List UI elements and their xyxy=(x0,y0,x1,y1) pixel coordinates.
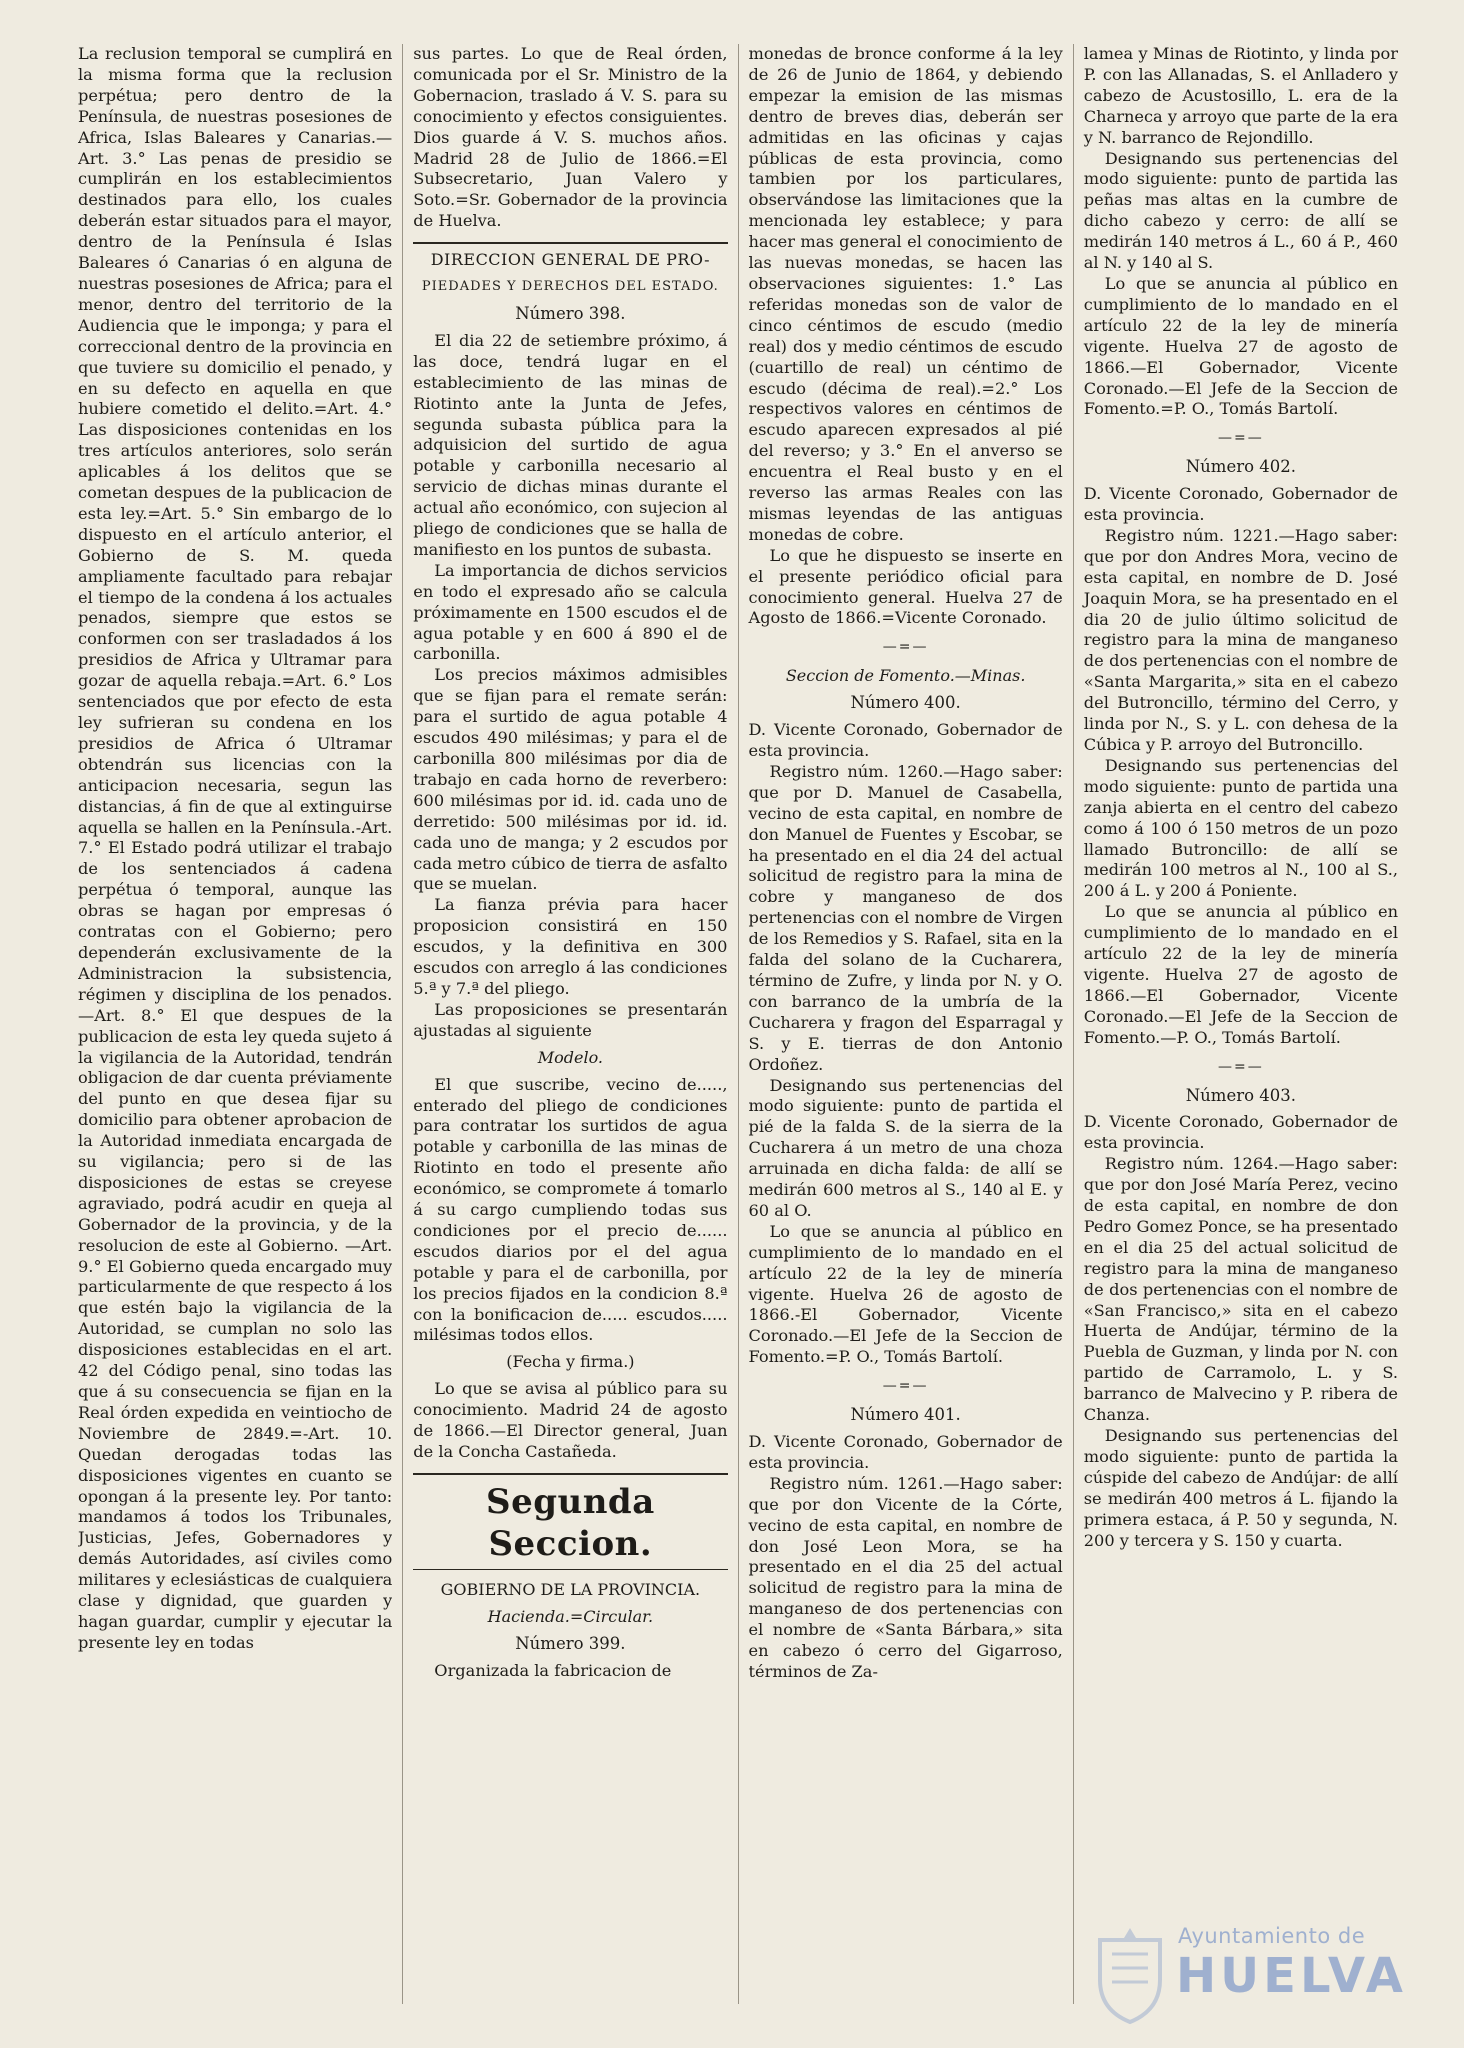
signature-note: (Fecha y firma.) xyxy=(506,1352,635,1372)
paragraph: Lo que se anuncia al público en cumplimiento de lo mandado en el artículo 22 de la ley de minería vigente. Huelva 27 de agosto de 1866.—El Gobernador, Vicente Coronado.—El Jefe de la Seccion de Fomento.=P. O., Tomás Bartolí. xyxy=(1083,273,1398,419)
separator: —=— xyxy=(1218,430,1264,447)
paragraph: Organizada la fabricacion de xyxy=(434,1660,672,1680)
governor-line: D. Vicente Coronado, Gobernador de esta provincia. xyxy=(748,1432,1063,1472)
paragraph: Lo que se avisa al público para su conocimiento. Madrid 24 de agosto de 1866.—El Director general, Juan de la Concha Castañeda. xyxy=(413,1379,728,1461)
paragraph: monedas de bronce conforme á la ley de 26 de Junio de 1864, y debiendo empezar la emision de las mismas dentro de breves dias, deberán ser admitidas en las oficinas y cajas públicas de esta provincia, como tambien por los particulares, observándose las limitaciones que la mencionada ley establece; y para hacer mas general el conocimiento de las nuevas monedas, se hacen las observaciones siguientes: 1.° Las referidas monedas son de valor de cinco céntimos de escudo (medio real) dos y medio céntimos de escudo (cuartillo de real) un céntimo de escudo (décima de real).=2.° Los respectivos valores en céntimos de escudo aparecen expresados al pié del reverso; y 3.° En el anverso se encuentra el Real busto y en el reverso las armas Reales con las mismas leyendas de las antiguas monedas de cobre. xyxy=(748,44,1063,544)
divider xyxy=(413,1569,727,1570)
governor-line: D. Vicente Coronado, Gobernador de esta provincia. xyxy=(1083,484,1398,525)
paragraph: Las proposiciones se presentarán ajustadas al siguiente xyxy=(413,999,728,1040)
paragraph: Lo que se anuncia al público en cumplimiento de lo mandado en el artículo 22 de la ley de minería vigente. Huelva 27 de agosto de 1866.—El Gobernador, Vicente Coronado.—El Jefe de la Seccion de Fomento.—P. O., Tomás Bartolí. xyxy=(1083,902,1398,1047)
divider xyxy=(413,1473,727,1475)
divider xyxy=(413,242,727,244)
notice-number: Número 401. xyxy=(850,1405,961,1425)
notice-number: Número 399. xyxy=(515,1633,626,1653)
notice-number: Número 403. xyxy=(1185,1085,1297,1105)
paragraph: lamea y Minas de Riotinto, y linda por P. con las Allanadas, S. el Anlladero y cabezo de Acustosillo, L. era de la Charneca y arroyo que parte de la era y N. barranco de Rejondillo. xyxy=(1083,44,1398,147)
paragraph: Los precios máximos admisibles que se fijan para el remate serán: para el surtido de agua potable 4 escudos 490 milésimas; y para el de carbonilla 800 milésimas por dia de trabajo en cada horno de reverbero: 600 milésimas por id. id. cada uno de derretido: 500 milésimas por id. id. cada uno de manga; y 2 escudos por cada metro cúbico de tierra de asfalto que se muelan. xyxy=(413,665,728,894)
notice-number: Número 400. xyxy=(850,693,961,713)
section-heading: DIRECCION GENERAL DE PRO- xyxy=(430,250,711,270)
paragraph: Designando sus pertenencias del modo siguiente: punto de partida la cúspide del cabezo de Andújar: de allí se medirán 400 metros á L. fijando la primera estaca, á P. 50 y segunda, N. 200 y tercera y S. 150 y cuarta. xyxy=(1083,1426,1398,1550)
section-heading-line2: PIEDADES Y DERECHOS DEL ESTADO. xyxy=(421,279,719,295)
paragraph: Designando sus pertenencias del modo siguiente: punto de partida una zanja abierta en el centro del cabezo como á 100 ó 150 metros de un pozo llamado Butroncillo: de allí se medirán 100 metros al N., 100 al S., 200 á L. y 200 á Poniente. xyxy=(1083,755,1398,901)
circular-heading: Hacienda.=Circular. xyxy=(487,1606,654,1626)
law-text: La reclusion temporal se cumplirá en la misma forma que la reclusion perpétua; pero dentro de la Península, de nuestras posesiones de Africa, Islas Baleares y Canarias.—Art. 3.° Las penas de presidio se cumplirán en los establecimientos destinados para ello, los cuales deberán estar situados para el mayor, dentro de la Península é Islas Baleares ó Canarias ó en alguna de nuestras posesiones de Africa; para el menor, dentro del territorio de la Audiencia que le imponga; y para el correccional dentro de la provincia en que tuviere su domicilio el penado, y en su defecto en aquella en que hubiere cometido el delito.=Art. 4.° Las disposiciones contenidas en los tres artículos anteriores, solo serán aplicables á los delitos que se cometan despues de la publicacion de esta ley.=Art. 5.° Sin embargo de lo dispuesto en el artículo anterior, el Gobierno de S. M. queda ampliamente facultado para rebajar el tiempo de la condena á los actuales penados, siempre que estos se conformen con ser trasladados á los presidios de Africa y Ultramar para gozar de aquella rebaja.=Art. 6.° Los sentenciados que por efecto de esta ley sufrieran su condena en los presidios de Africa ó Ultramar obtendrán sus licencias con la anticipacion necesaria, segun las distancias, á fin de que al extinguirse aquella se hallen en la Península.-Art. 7.° El Estado podrá utilizar el trabajo de los sentenciados á cadena perpétua ó temporal, aunque las obras se hagan por empresas ó contratas con el Gobierno; pero dependerán exclusivamente de la Administracion la subsistencia, régimen y disciplina de los penados.—Art. 8.° El que despues de la publicacion de esta ley queda sujeto á la vigilancia de la Autoridad, tendrán obligacion de dar cuenta préviamente del punto en que desea fijar su domicilio para obtener aprobacion de la Autoridad inmediata encargada de su vigilancia; pero si de las disposiciones de estas se creyese agraviado, podrá acudir en queja al Gobernador de la provincia, y de la resolucion de este al Gobierno. —Art. 9.° El Gobierno queda encargado muy particularmente de que respecto á los que estén bajo la vigilancia de la Autoridad, se cumplan no solo las disposiciones establecidas en el art. 42 del Código penal, sino todas las que á su consecuencia se fijan en la Real órden expedida en veintiocho de Noviembre de 2849.=-Art. 10. Quedan derogadas todas las disposiciones vigentes en cuanto se opongan á la presente ley. Por tanto: mandamos á todos los Tribunales, Justicias, Jefes, Gobernadores y demás Autoridades, así civiles como militares y eclesiásticas de cualquiera clase y dignidad, que guarden y hagan guardar, cumplir y ejecutar la presente ley en todas xyxy=(78,44,393,1652)
paragraph: Designando sus pertenencias del modo siguiente: punto de partida las peñas mas altas en la cumbre de dicho cabezo y cerro: de allí se medirán 140 metros á L., 60 á P., 460 al N. y 140 al S. xyxy=(1083,148,1398,273)
paragraph: El dia 22 de setiembre próximo, á las doce, tendrá lugar en el establecimiento de las minas de Riotinto ante la Junta de Jefes, segunda subasta pública para la adquisicion del surtido de agua potable y carbonilla necesario al servicio de dichas minas durante el actual año económico, con sujecion al pliego de condiciones que se halla de manifiesto en los puntos de subasta. xyxy=(413,330,728,559)
separator: —=— xyxy=(882,1378,929,1395)
notice-number: Número 402. xyxy=(1185,457,1297,477)
model-heading: Modelo. xyxy=(537,1047,604,1067)
gobierno-heading: GOBIERNO DE LA PROVINCIA. xyxy=(440,1579,701,1599)
paragraph: Registro núm. 1260.—Hago saber: que por D. Manuel de Casabella, vecino de esta capital, en nombre de don Manuel de Fuentes y Escobar, se ha presentado en el dia 24 del actual solicitud de registro para la mina de cobre y manganeso de dos pertenencias con el nombre de Virgen de los Remedios y S. Rafael, sita en la falda del solano de la Cucharera, término de Zufre, y linda por N. y O. con barranco de la umbría de la Cucharera y fragon del Esparragal y S. y E. tierras de don Antonio Ordoñez. xyxy=(748,761,1063,1074)
paragraph: Lo que he dispuesto se inserte en el presente periódico oficial para conocimiento general. Huelva 27 de Agosto de 1866.=Vicente Coronado. xyxy=(748,545,1063,628)
paragraph: Registro núm. 1261.—Hago saber: que por don Vicente de la Córte, vecino de esta capital, en nombre de don José Leon Mora, se ha presentado en el dia 25 del actual solicitud de registro para la mina de manganeso de dos pertenencias con el nombre de «Santa Bárbara,» sita en cabezo ó cerro del Gigarroso, términos de Za- xyxy=(748,1473,1063,1681)
section-title: Segunda Seccion. xyxy=(486,1481,655,1564)
paragraph: Registro núm. 1221.—Hago saber: que por don Andres Mora, vecino de esta capital, en nombre de D. José Joaquin Mora, se ha presentado en el dia 20 de julio último solicitud de registro para la mina de manganeso de dos pertenencias con el nombre de «Santa Margarita,» sita en el cabezo del Butroncillo, término del Cerro, y linda por N., S. y L. con dehesa de la Cúbica y P. arroyo del Butroncillo. xyxy=(1083,525,1398,754)
paragraph: Registro núm. 1264.—Hago saber: que por don José María Perez, vecino de esta capital, en nombre de don Pedro Gomez Ponce, se ha presentado en el dia 25 del actual solicitud de registro para la mina de manganeso de dos pertenencias con el nombre de «San Francisco,» sita en el cabezo Huerta de Andújar, término de la Puebla de Guzman, y linda por N. con partido de Carramolo, L. y S. barranco de Malvecino y P. ribera de Chanza. xyxy=(1083,1154,1398,1425)
paragraph: Lo que se anuncia al público en cumplimiento de lo mandado en el artículo 22 de la ley de minería vigente. Huelva 26 de agosto de 1866.-El Gobernador, Vicente Coronado.—El Jefe de la Seccion de Fomento.=P. O., Tomás Bartolí. xyxy=(748,1221,1063,1367)
column-3 xyxy=(738,44,1063,2004)
paragraph: Designando sus pertenencias del modo siguiente: punto de partida el pié de la falda S. de la sierra de la Cucharera á un metro de una choza arruinada en dicha falda: de allí se medirán 600 metros al S., 140 al E. y 60 al O. xyxy=(748,1075,1063,1220)
column-4 xyxy=(1073,44,1398,2004)
paragraph: La fianza prévia para hacer proposicion consistirá en 150 escudos, y la definitiva en 300 escudos con arreglo á las condiciones 5.ª y 7.ª del pliego. xyxy=(413,895,728,998)
column-2 xyxy=(402,44,727,2004)
paragraph: El que suscribe, vecino de....., enterado del pliego de condiciones para contratar los surtidos de agua potable y carbonilla de las minas de Riotinto en todo el presente año económico, se compromete á tomarlo á su cargo cumpliendo todas sus condiciones por el precio de...... escudos diarios por el del agua potable y para el de carbonilla, por los precios fijados en la condicion 8.ª con la bonificacion de..... escudos..... milésimas todos ellos. xyxy=(413,1074,728,1345)
royal-order-ending: sus partes. Lo que de Real órden, comunicada por el Sr. Ministro de la Gobernacion, traslado á V. S. para su conocimiento y efectos consiguientes. Dios guarde á V. S. muchos años. Madrid 28 de Julio de 1866.=El Subsecretario, Juan Valero y Soto.=Sr. Gobernador de la provincia de Huelva. xyxy=(413,44,728,231)
watermark-line2: HUELVA xyxy=(1176,1948,1407,2004)
governor-line: D. Vicente Coronado, Gobernador de esta provincia. xyxy=(748,720,1063,760)
watermark-line1: Ayuntamiento de xyxy=(1178,1924,1366,1948)
notice-number: Número 398. xyxy=(515,303,626,323)
paragraph: La importancia de dichos servicios en todo el expresado año se calcula próximamente en 1500 escudos el de agua potable y en 600 á 890 el de carbonilla. xyxy=(413,560,728,664)
separator: —=— xyxy=(1218,1058,1264,1075)
governor-line: D. Vicente Coronado, Gobernador de esta provincia. xyxy=(1083,1112,1398,1153)
newspaper-page xyxy=(78,44,1398,2004)
separator: —=— xyxy=(882,639,929,656)
section-heading: Seccion de Fomento.—Minas. xyxy=(785,666,1026,686)
column-1 xyxy=(78,44,392,2004)
